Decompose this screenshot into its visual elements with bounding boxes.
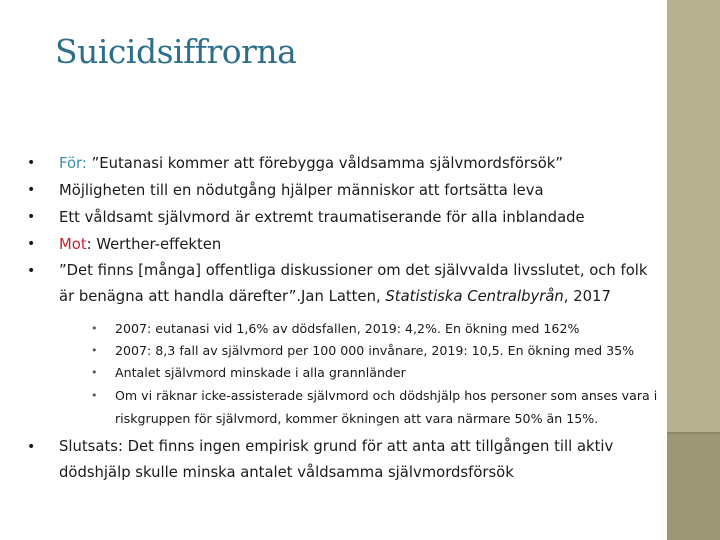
bullet-icon: • [27, 209, 36, 225]
sub-bullet-icon: • [91, 344, 98, 357]
bullet-item-conclusion [27, 434, 667, 486]
sub-bullet-text: 2007: eutanasi vid 1,6% av dödsfallen, 2019: 4,2%. En ökning med 162% [115, 321, 580, 336]
decorative-sidebar [667, 0, 720, 540]
sub-bullet-text: Om vi räknar icke-assisterade självmord och dödshjälp hos personer som anses vara i riskgruppen för självmord, kommer ökningen att vara närmare 50% än 15%. [115, 388, 658, 426]
bullet-icon: • [27, 439, 36, 455]
bullet-item-quote [27, 258, 667, 430]
bullet-item-for [27, 150, 667, 177]
mot-label: Mot [59, 236, 87, 253]
quote-year: , 2017 [563, 288, 611, 305]
bullet-item-mot [27, 231, 667, 258]
bullet-text: : Werther-effekten [86, 236, 222, 253]
sub-bullet-item [59, 318, 667, 340]
sub-bullet-list [59, 318, 667, 430]
sub-bullet-icon: • [91, 322, 98, 335]
bullet-icon: • [27, 182, 36, 198]
bullet-text: Ett våldsamt självmord är extremt traumatiserande för alla inblandade [59, 209, 585, 226]
for-label: För: [59, 155, 87, 172]
sub-bullet-item [59, 362, 667, 384]
sidebar-divider [667, 432, 720, 434]
bullet-icon: • [27, 155, 36, 171]
sub-bullet-icon: • [91, 366, 98, 379]
bullet-text: ”Eutanasi kommer att förebygga våldsamma självmordsförsök” [86, 155, 564, 172]
bullet-icon: • [27, 263, 36, 279]
bullet-text: Möjligheten till en nödutgång hjälper människor att fortsätta leva [59, 182, 544, 199]
sub-bullet-item [59, 340, 667, 362]
slide-title: Suicidsiffrorna [55, 32, 297, 71]
bullet-item [27, 177, 667, 204]
quote-text: ”Det finns [många] offentliga diskussioner om det självvalda livsslutet, och folk är benägna att handla därefter”.Jan Latten, [59, 262, 648, 305]
slide-content [27, 150, 667, 486]
sub-bullet-text: 2007: 8,3 fall av självmord per 100 000 invånare, 2019: 10,5. En ökning med 35% [115, 343, 635, 358]
sidebar-upper-panel [667, 0, 720, 440]
bullet-icon: • [27, 236, 36, 252]
quote-source: Statistiska Centralbyrån [385, 288, 564, 305]
bullet-item [27, 204, 667, 231]
sub-bullet-text: Antalet självmord minskade i alla grannländer [115, 365, 406, 380]
bullet-list [27, 150, 667, 486]
sidebar-lower-panel [667, 432, 720, 540]
sub-bullet-icon: • [91, 389, 98, 402]
sub-bullet-item [59, 384, 667, 430]
conclusion-text: Slutsats: Det finns ingen empirisk grund för att anta att tillgången till aktiv dödshjälp skulle minska antalet våldsamma självmordsförsök [59, 438, 614, 481]
